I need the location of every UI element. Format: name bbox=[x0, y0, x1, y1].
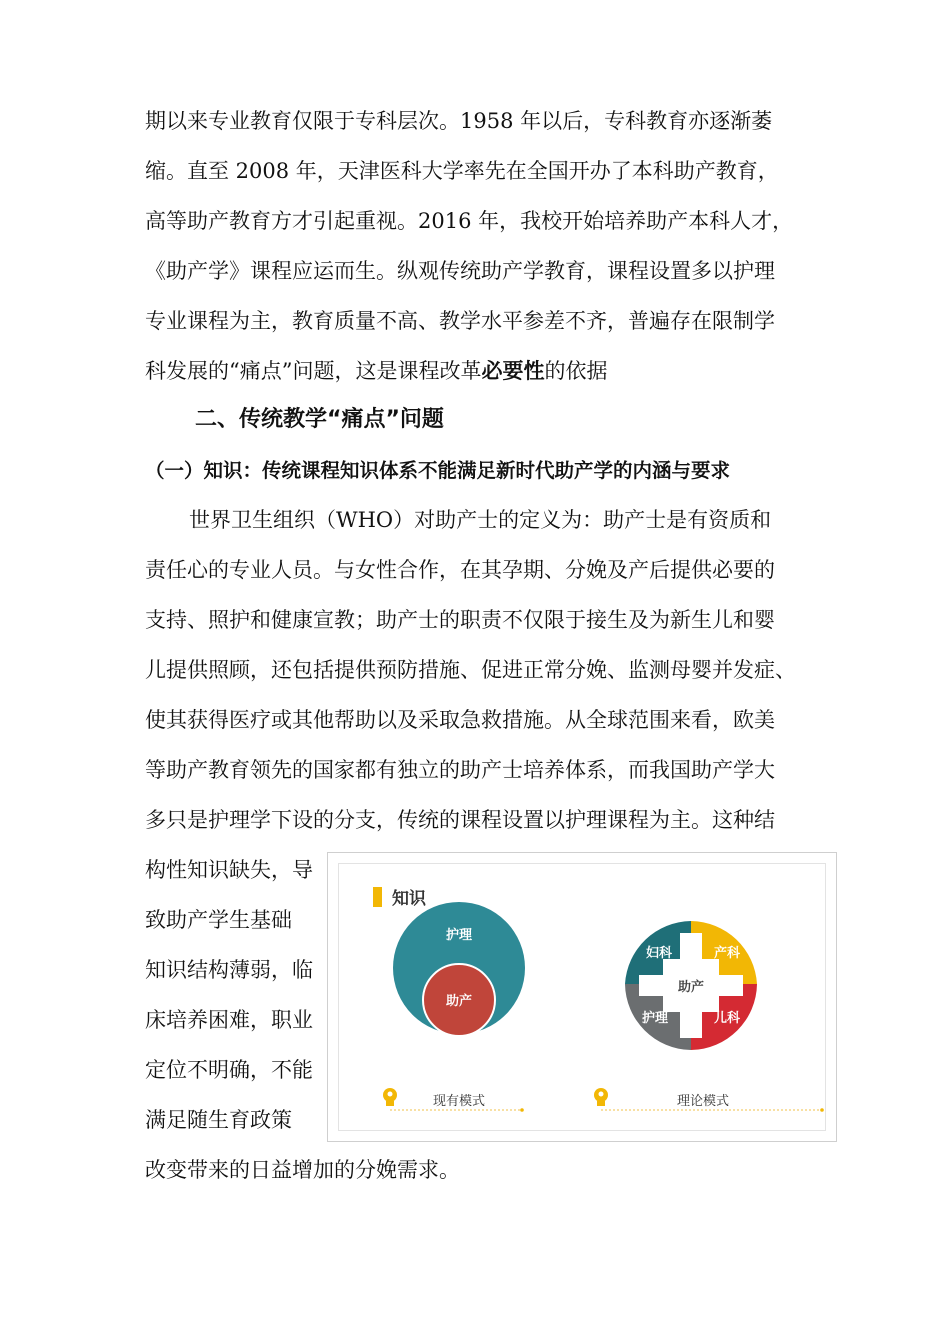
text-line: 责任心的专业人员。与女性合作，在其孕期、分娩及产后提供必要的 bbox=[145, 558, 775, 582]
figure-frame bbox=[338, 863, 826, 1131]
current-model-label: 现有模式 bbox=[433, 1094, 486, 1109]
text-segment: 的依据 bbox=[544, 359, 608, 383]
text-line: 《助产学》课程应运而生。纵观传统助产学教育，课程设置多以护理 bbox=[145, 259, 775, 283]
subsection-heading: （一）知识：传统课程知识体系不能满足新时代助产学的内涵与要求 bbox=[145, 459, 731, 482]
midwifery-label: 助产 bbox=[445, 994, 473, 1009]
figure-graphic bbox=[339, 864, 827, 1132]
obstetrics-label: 产科 bbox=[713, 946, 741, 961]
center-label: 助产 bbox=[677, 980, 705, 995]
emphasis-text: 必要性 bbox=[481, 358, 545, 383]
text-line: 改变带来的日益增加的分娩需求。 bbox=[145, 1158, 460, 1182]
lightbulb-icon bbox=[383, 1088, 397, 1106]
lightbulb-icon bbox=[594, 1088, 608, 1106]
text-line: 支持、照护和健康宣教；助产士的职责不仅限于接生及为新生儿和婴 bbox=[145, 608, 775, 632]
current-model-caption bbox=[383, 1088, 524, 1112]
text-segment: 科发展的“痛点”问题，这是课程改革 bbox=[145, 359, 482, 383]
text-line-last bbox=[145, 356, 607, 386]
knowledge-model-figure bbox=[327, 852, 837, 1142]
text-line: 儿提供照顾，还包括提供预防措施、促进正常分娩、监测母婴并发症、 bbox=[145, 658, 796, 682]
text-line: 致助产学生基础 bbox=[145, 908, 292, 932]
text-line: 定位不明确，不能 bbox=[145, 1058, 313, 1082]
theory-model-label: 理论模式 bbox=[677, 1094, 730, 1109]
text-line: 等助产教育领先的国家都有独立的助产士培养体系，而我国助产学大 bbox=[145, 758, 775, 782]
text-line: 满足随生育政策 bbox=[145, 1108, 292, 1132]
text-line: 高等助产教育方才引起重视。2016 年，我校开始培养助产本科人才， bbox=[145, 209, 794, 233]
text-line: 知识结构薄弱，临 bbox=[145, 958, 313, 982]
text-line: 缩。直至 2008 年，天津医科大学率先在全国开办了本科助产教育， bbox=[145, 159, 779, 183]
underline-dot bbox=[520, 1108, 524, 1112]
theory-model-diagram bbox=[625, 921, 757, 1050]
text-line: 床培养困难，职业 bbox=[145, 1008, 313, 1032]
pediatrics-label: 儿科 bbox=[713, 1011, 741, 1026]
text-line: 期以来专业教育仅限于专科层次。1958 年以后，专科教育亦逐渐萎 bbox=[145, 109, 773, 133]
underline-dot bbox=[820, 1108, 824, 1112]
text-line: 世界卫生组织（WHO）对助产士的定义为：助产士是有资质和 bbox=[189, 508, 772, 532]
text-line: 构性知识缺失，导 bbox=[145, 858, 313, 882]
title-marker bbox=[373, 887, 382, 907]
nursing-label: 护理 bbox=[641, 1011, 669, 1026]
text-line: 使其获得医疗或其他帮助以及采取急救措施。从全球范围来看，欧美 bbox=[145, 708, 775, 732]
text-line: 多只是护理学下设的分支，传统的课程设置以护理课程为主。这种结 bbox=[145, 808, 775, 832]
figure-title: 知识 bbox=[392, 889, 426, 909]
gynecology-label: 妇科 bbox=[645, 946, 673, 961]
nursing-label: 护理 bbox=[445, 928, 473, 943]
theory-model-caption bbox=[594, 1088, 824, 1112]
section-heading: 二、传统教学“痛点”问题 bbox=[195, 407, 444, 432]
text-line: 专业课程为主，教育质量不高、教学水平参差不齐，普遍存在限制学 bbox=[145, 309, 775, 333]
current-model-diagram bbox=[393, 902, 525, 1036]
